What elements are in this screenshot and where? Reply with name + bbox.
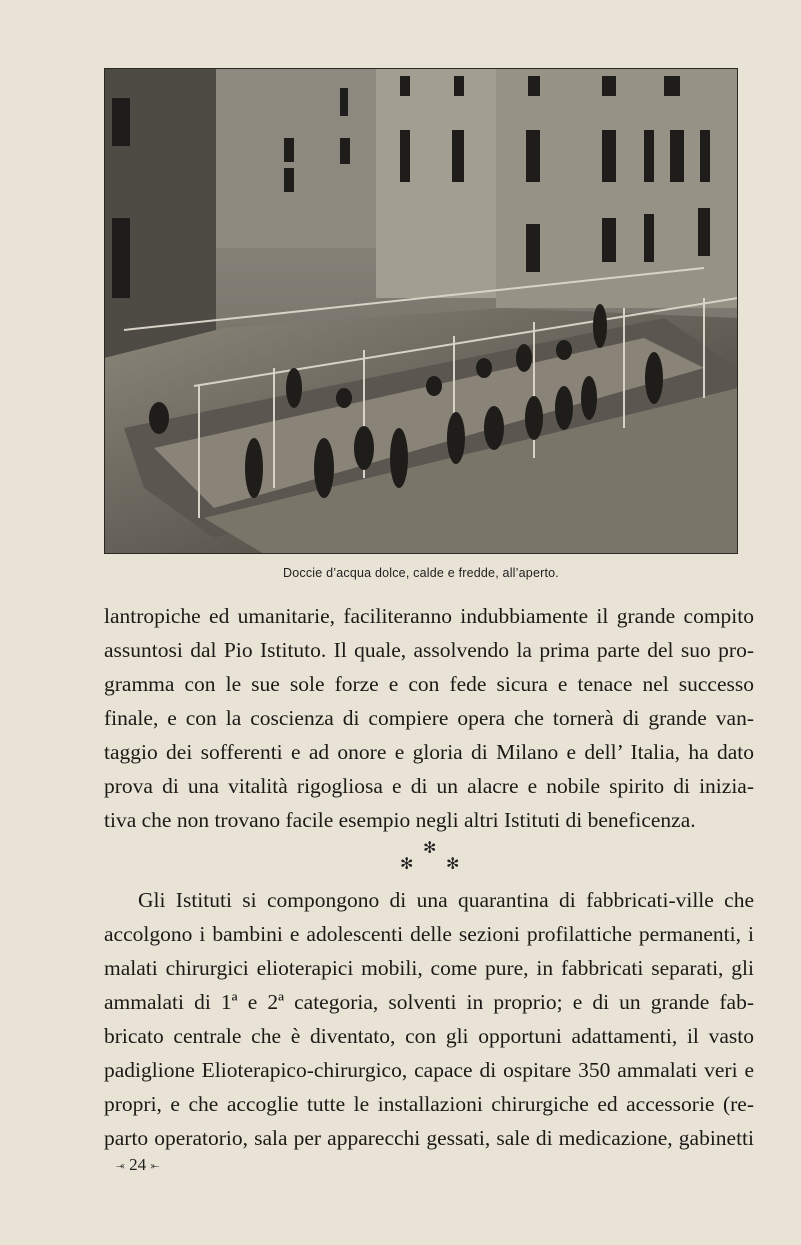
text-line: finale, e con la coscienza di compiere opera che tornerà di grande van-	[104, 706, 754, 730]
paragraph-2	[104, 883, 754, 1155]
text-line: bricato centrale che è diventato, con gli opportuni adattamenti, il vasto	[104, 1024, 754, 1048]
text-line: taggio dei sofferenti e ad onore e gloria di Milano e dell’ Italia, ha dato	[104, 740, 754, 764]
photo-caption: Doccie d’acqua dolce, calde e fredde, all’aperto.	[283, 566, 559, 580]
photograph-outdoor-showers	[104, 68, 738, 554]
text-line: assuntosi dal Pio Istituto. Il quale, assolvendo la prima parte del suo pro-	[104, 638, 754, 662]
text-line: padiglione Elioterapico-chirurgico, capace di ospitare 350 ammalati veri e	[104, 1058, 754, 1082]
text-line: gramma con le sue sole forze e con fede sicura e tenace nel successo	[104, 672, 754, 696]
asterisk-icon: ✻	[423, 838, 437, 857]
text-line: prova di una vitalità rigogliosa e di un alacre e nobile spirito di inizia-	[104, 774, 754, 798]
asterisk-icon: ✻	[400, 854, 414, 873]
text-line: malati chirurgici elioterapici mobili, come pure, in fabbricati separati, gli	[104, 956, 754, 980]
section-separator	[400, 838, 460, 878]
text-line: parto operatorio, sala per apparecchi gessati, sale di medicazione, gabinetti	[104, 1126, 754, 1150]
text-line: tiva che non trovano facile esempio negli altri Istituti di beneficenza.	[104, 808, 696, 832]
text-line: lantropiche ed umanitarie, faciliteranno indubbiamente il grande compito	[104, 604, 754, 628]
text-line: propri, e che accoglie tutte le installazioni chirurgiche ed accessorie (re-	[104, 1092, 754, 1116]
text-line: accolgono i bambini e adolescenti delle sezioni profilattiche permanenti, i	[104, 922, 754, 946]
page-number: 24	[129, 1155, 147, 1174]
asterisk-icon: ✻	[446, 854, 460, 873]
text-line: ammalati di 1ª e 2ª categoria, solventi in proprio; e di un grande fab-	[104, 990, 754, 1014]
page-number-footer	[116, 1155, 159, 1175]
ornament-left-icon: ⤛	[116, 1159, 125, 1173]
paragraph-1	[104, 599, 754, 837]
ornament-right-icon: ⤜	[150, 1159, 160, 1173]
text-line: Gli Istituti si compongono di una quarantina di fabbricati-ville che	[138, 888, 754, 912]
photo-illustration	[104, 68, 738, 554]
